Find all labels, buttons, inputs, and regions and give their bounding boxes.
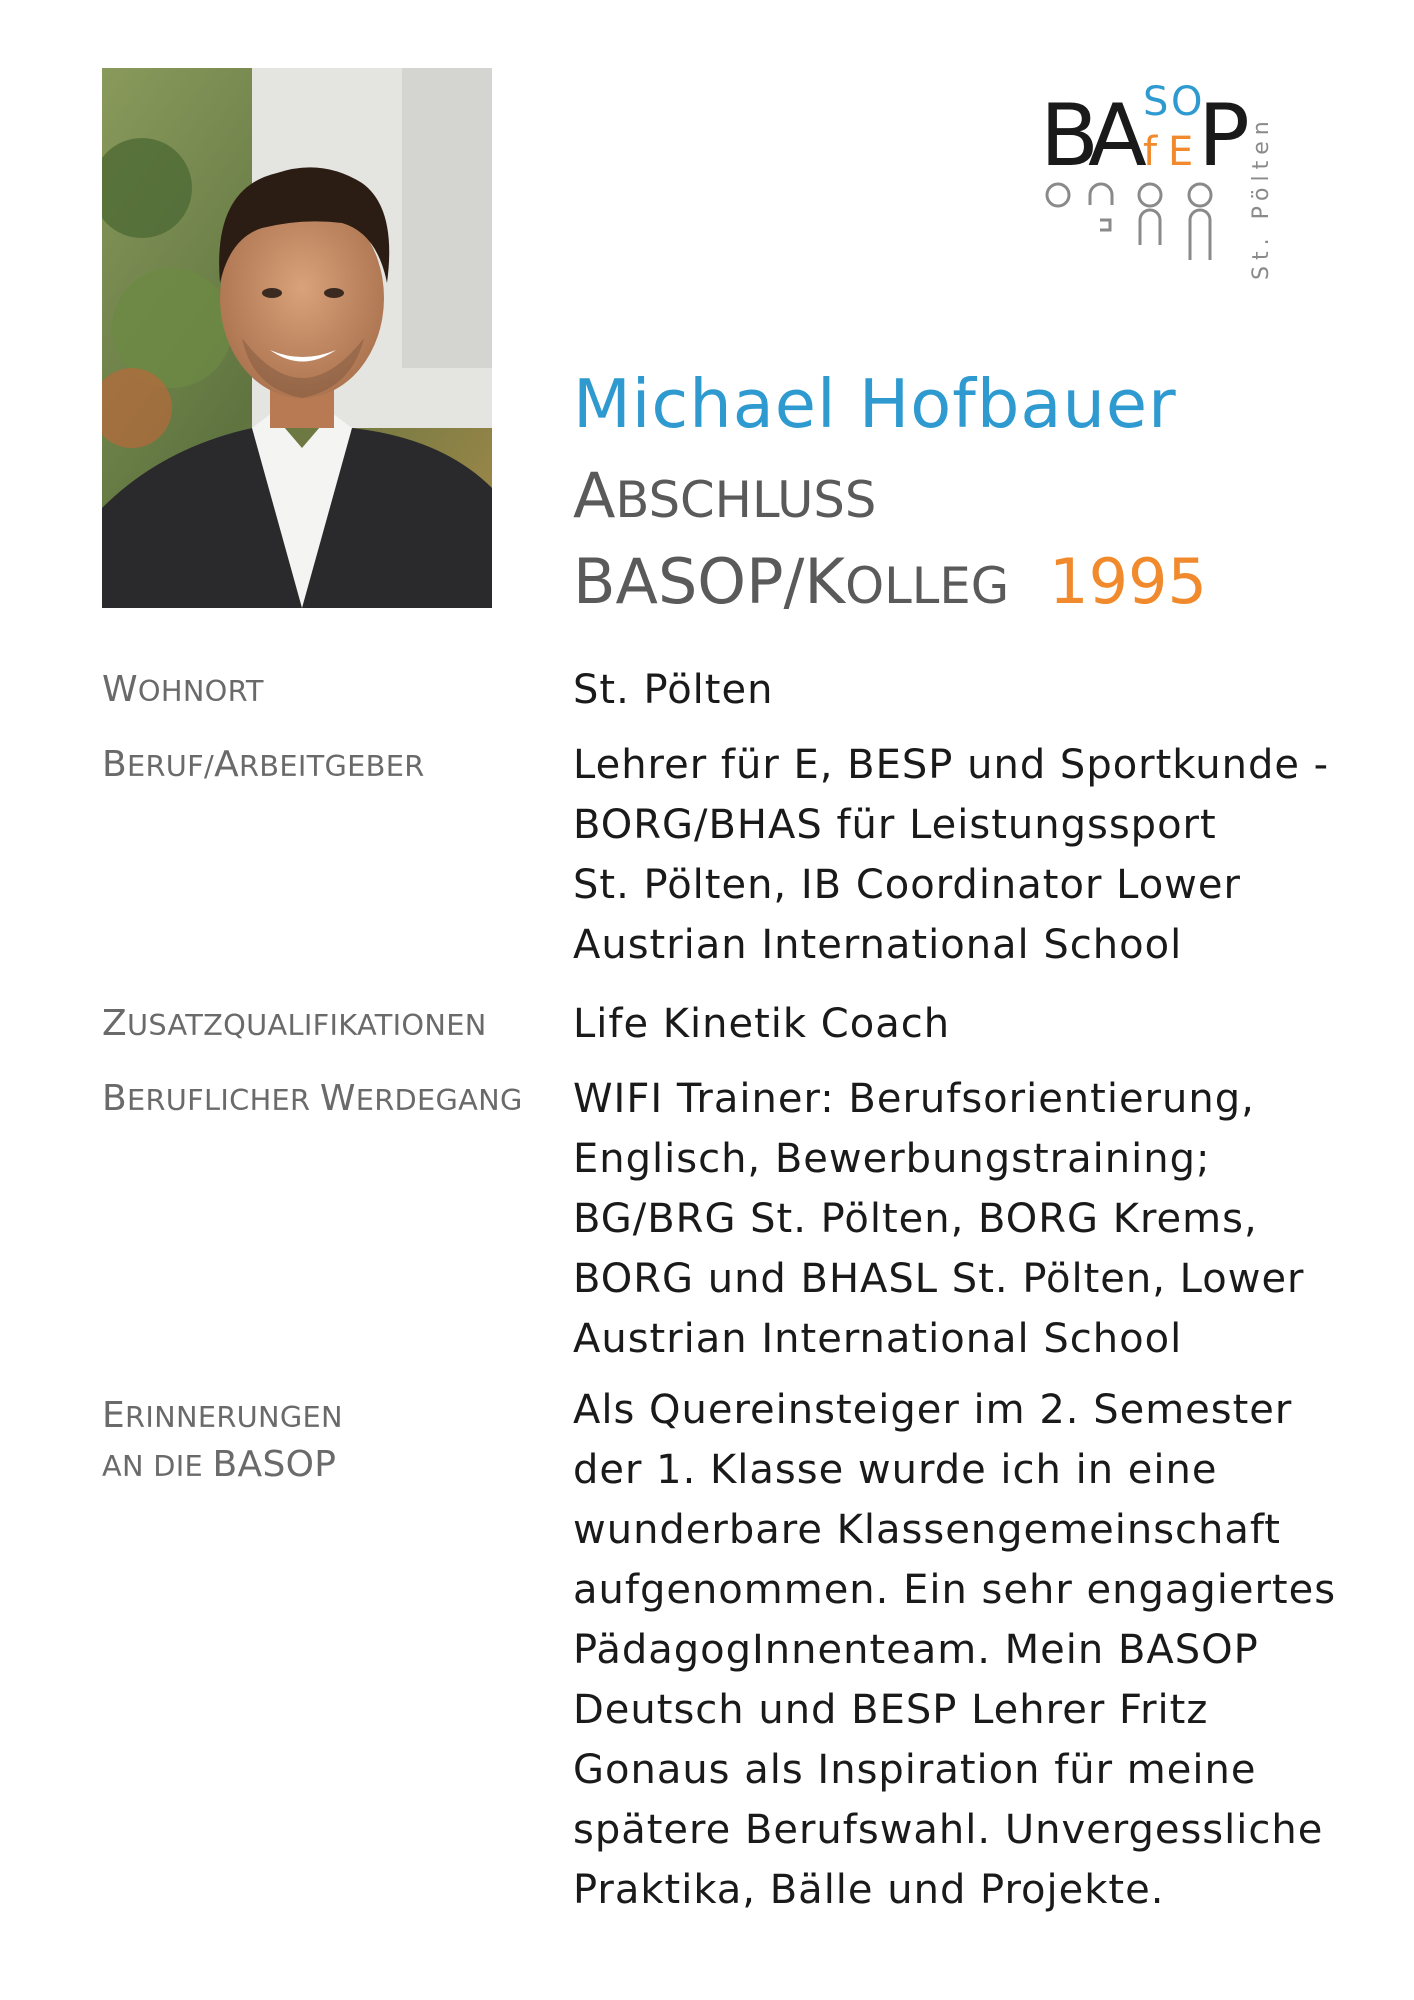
zusatzqualifikationen-label: ZUSATZQUALIFIKATIONEN bbox=[102, 1003, 487, 1044]
person-name: Michael Hofbauer bbox=[573, 365, 1177, 443]
erinnerungen-label: ERINNERUNGEN AN DIE BASOP bbox=[102, 1395, 343, 1485]
logo-letter-f: f bbox=[1143, 129, 1158, 175]
wohnort-label: WOHNORT bbox=[102, 669, 264, 710]
beruf-label: BERUF/ARBEITGEBER bbox=[102, 744, 425, 785]
zusatzqualifikationen-value: Life Kinetik Coach bbox=[573, 1001, 951, 1047]
graduation-line-1: ABSCHLUSS bbox=[573, 459, 877, 532]
graduation-year: 1995 bbox=[1049, 545, 1207, 618]
logo-letter-b: B bbox=[1040, 86, 1099, 186]
erinnerungen-value: Als Quereinsteiger im 2. Semester der 1. Klasse wurde ich in eine wunderbare Klassengemeinschaft aufgenommen. Ein sehr engagiertes PädagogInnenteam. Mein BASOP Deutsch und BESP Lehrer Fritz Gonaus als Inspiration für meine spätere Berufswahl. Unvergessliche Praktika, Bälle und Projekte. bbox=[573, 1387, 1337, 1913]
werdegang-value: WIFI Trainer: Berufsorientierung, Englisch, Bewerbungstraining; BG/BRG St. Pölten, BORG Krems, BORG und BHASL St. Pölten, Lower Austrian International School bbox=[573, 1076, 1305, 1362]
wohnort-value: St. Pölten bbox=[573, 667, 774, 713]
graduation-heading bbox=[573, 455, 1207, 627]
logo-letter-e: E bbox=[1168, 129, 1194, 175]
beruf-value: Lehrer für E, BESP und Sportkunde - BORG/BHAS für Leistungssport St. Pölten, IB Coordinator Lower Austrian International School bbox=[573, 742, 1330, 968]
profile-photo bbox=[102, 68, 492, 608]
logo-letter-a: A bbox=[1088, 86, 1147, 186]
logo-letter-p: P bbox=[1198, 86, 1250, 186]
logo-location-text: St. Pölten bbox=[1249, 115, 1274, 280]
logo-letter-s: S bbox=[1143, 79, 1169, 125]
basop-logo bbox=[1040, 70, 1280, 290]
logo-figures-graphic bbox=[1047, 184, 1211, 260]
werdegang-label: BERUFLICHER WERDEGANG bbox=[102, 1078, 523, 1119]
logo-letter-o: O bbox=[1171, 79, 1203, 125]
graduation-line-2: BASOP/KOLLEG 1995 bbox=[573, 545, 1207, 618]
